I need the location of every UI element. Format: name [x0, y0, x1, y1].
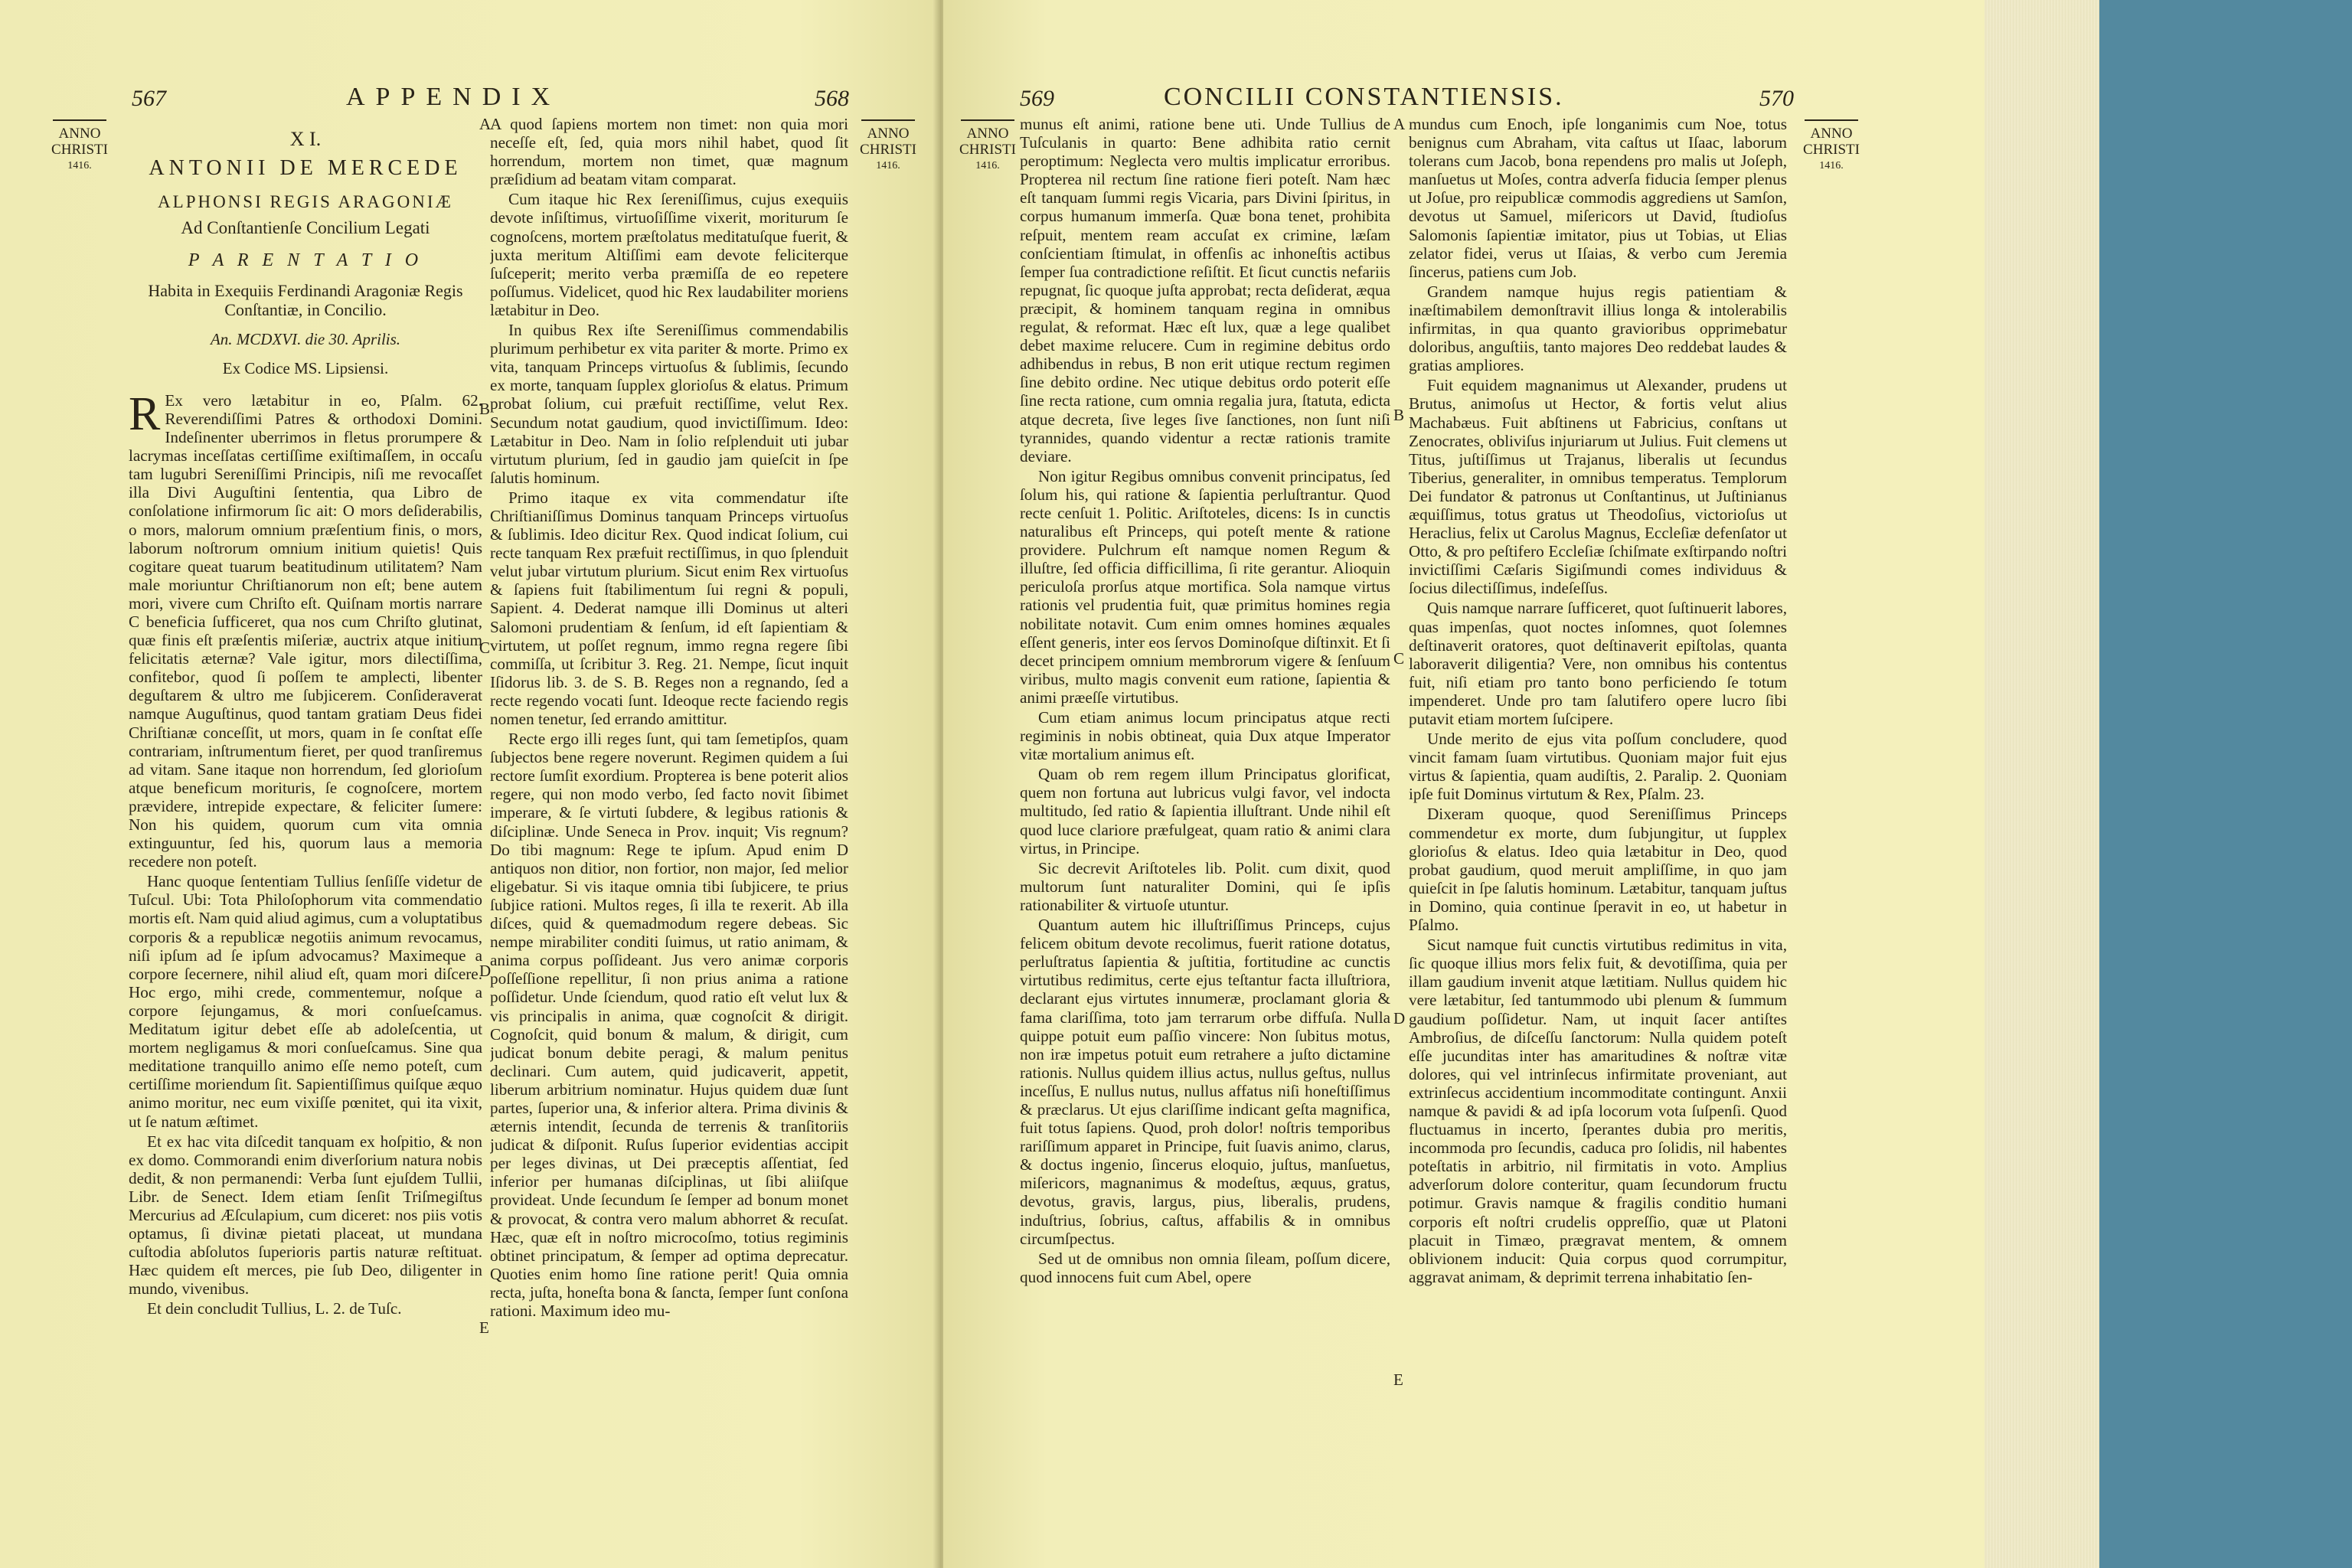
paragraph: Cum etiam animus locum principatus atque recti regiminis in nobis obtineat, quia Dux atque Imperator vitæ mortalium animus eſt. — [1020, 708, 1390, 764]
section-mark-left-e: E — [479, 1318, 489, 1337]
anno-label: ANNO — [58, 126, 101, 142]
anno-label: ANNO — [1810, 126, 1853, 142]
paragraph: Cum itaque hic Rex ſereniſſimus, cujus exequiis devote inſiſtimus, virtuoſiſſime vixerit, moriturum ſe cognoſcens, mortem præſtolatus meditatuſque fuerit, & juxta meritum Altiſſimi eam devote feliciterque ſuſceperit; merito verba præmiſſa de eo repetere poſſumus. Videlicet, quod hic Rex laudabiliter moriens lætabitur in Deo. — [490, 190, 848, 319]
author-heading: ANTONII DE MERCEDE — [149, 156, 462, 181]
subtitle-legate: Ad Conſtantienſe Concilium Legati — [181, 218, 430, 238]
paragraph: Quam ob rem regem illum Principatus glorificat, quem non fortuna aut lubricus vulgi favor, vel indocta multitudo, ſed ratio & ſapientia illuſtrant. Unde nihil eſt quod luce clariore præfulgeat, quam ratio & animi clara virtus, in Principe. — [1020, 765, 1390, 858]
page-number-right-inner: 569 — [1020, 86, 1054, 111]
section-mark-a: A — [1393, 115, 1406, 133]
christi-label: CHRISTI — [860, 142, 916, 158]
paragraph: Sicut namque fuit cunctis virtutibus redimitus in vita, ſic quoque illius mors felix fuit, & devotiſſima, quia per illam gaudium invenit atque lætitiam. Nullus quidem hic vere lætabitur, ſed tantummodo ubi plenum & ſummum gaudium poſſidetur. Nam, ut inquit ſacer antiſtes Ambroſius, de diſceſſu ſanctorum: Nulla quidem poteſt eſſe jucunditas inter has amaritudines & noſtræ vitæ dolores, qui vel intrinſecus infirmitate proveniant, aut extrinſecus accidentium incommoditate contingunt. Anxii namque & pavidi & ad ipſa locorum vota ſuſpenſi. Quod fluctuamus in incerto, ſperantes dubia pro meritis, incommoda pro ſecundis, caduca pro ſolidis, nil habentes poteſtatis in arbitrio, nil firmitatis in voto. Amplius adverſorum dolore conteritur, quam ſecundorum fructu potimur. Gravis namque & fragilis conditio humani corporis eſt noſtri crudelis oppreſſio, quæ ut Platoni placuit in Timæo, prægravat mentem, & omnem oblivionem inducit: Quia corpus quod corrumpitur, aggravat animam, & deprimit terrena inhabitatio ſen- — [1409, 936, 1787, 1286]
paragraph: Sed ut de omnibus non omnia ſileam, poſſum dicere, quod innocens fuit cum Abel, opere — [1020, 1249, 1390, 1286]
paragraph: Dixeram quoque, quod Sereniſſimus Princeps commendetur ex morte, dum ſubjungitur, ut ſupplex glorioſus & elatus. Ideo quia lætabitur in Deo, quod probat gaudium, quod meruit ampliſſime, in quo jam quieſcit in ſpe ſalutis hominum. Lætabitur, tanquam juſtus in Domino, quia continue ſperavit in eo, ut habetur in Pſalmo. — [1409, 805, 1787, 935]
section-mark-left-d: D — [479, 962, 492, 980]
anno-label: ANNO — [966, 126, 1009, 142]
drop-cap: R — [129, 387, 161, 440]
date-heading: An. MCDXVI. die 30. Aprilis. — [210, 329, 401, 348]
right-page — [943, 0, 1984, 1568]
source-heading: Ex Codice MS. Lipsiensi. — [222, 358, 389, 377]
paragraph: Grandem namque hujus regis patientiam & inæſtimabilem demonſtravit illius longa & intolerabilis infirmitas, in qua quanto gravioribus opprimebatur doloribus, anguſtiis, tanto majores Deo reddebat laudes & gratias ampliores. — [1409, 282, 1787, 375]
margin-note-anno-right-outer — [1795, 119, 1868, 174]
paragraph: A quod ſapiens mortem non timet: non quia mori neceſſe eſt, ſed, quia mors nihil habet, quod ſit horrendum, mortem non timet, quæ magnum præſidium ad beatam vitam comparat. — [490, 115, 848, 189]
text-column-c — [1020, 115, 1390, 1547]
paragraph: munus eſt animi, ratione bene uti. Unde Tullius de Tuſculanis in quarto: Bene adhibita ratio cernit peroptimum: Neglecta vero multis implicatur erroribus. Propterea nil rectum ſine ratione fieri poteſt. Nam hæc eſt tanquam ſummi regis Vicaria, pars Divini ſpiritus, in corpus humanum immerſa. Quæ bona tenet, prohibita reſpuit, mentem ream accuſat ex crimine, læſam conſcientiam ſtimulat, in offenſis ac inhoneſtis actibus ſemper ſua contradictione reſiſtit. Et ſicut cunctis nefariis repugnat, ſic quoque juſta approbat; recta deſiderat, æqua præcipit, & hominem tanquam regina in omnibus regulat, & reformat. Hæc eſt lux, quæ a lege qualibet debet maxime relucere. Cum in regimine debitus ordo adhibendus in rebus, B non erit utique rectum regimen ſine debito ordine. Nec utique debitus ordo poterit eſſe ſine recta ratione, cum omnia regalia jura, ſtatuta, edicta atque decreta, ſive leges ſive ſanctiones, non ſunt niſi tyrannides, quando videntur a rectæ rationis tramite deviare. — [1020, 115, 1390, 466]
paragraph: Non igitur Regibus omnibus convenit principatus, ſed ſolum his, qui ratione & ſapientia perluſtrantur. Quod recte cenſuit 1. Politic. Ariſtoteles, dicens: Is in cunctis naturalibus eſt Princeps, qui poteſt mente & ratione providere. Pulchrum eſt namque nomen Regum & illuſtre, ſed officia difficillima, ſi rite gerantur. Alioquin periculoſa prorſus atque mortifica. Sola namque virtus rationis vel prudentia fuit, quæ primitus homines regia nobilitate notavit. Cum enim omnes homines æquales eſſent generis, inter eos ſervos Dominoſque diſtinxit. Et ſi decet principem omnium membrorum vigere & ſenſuum viribus, multo magis convenit eum ratione, ſapientia & animi præeſſe virtutibus. — [1020, 466, 1390, 707]
year-label: 1416. — [975, 160, 1000, 172]
christi-label: CHRISTI — [51, 142, 108, 158]
margin-note-anno-left — [43, 119, 116, 174]
anno-label: ANNO — [867, 126, 910, 142]
paragraph: Et ex hac vita diſcedit tanquam ex hoſpitio, & non ex domo. Commorandi enim diverſorium natura nobis dedit, & non permanendi: Verba ſunt ejuſdem Tullii, Libr. de Senect. Idem etiam ſenſit Triſmegiſtus Mercurius ad Æſculapium, cum diceret: nos piis votis optamus, ſi divinæ pietati placeat, ut mundana cuſtodia abſolutos ſuperioris partis naturæ reſtituat. Hæc quidem eſt merces, pie ſub Deo, diligenter in mundo, vivenibus. — [129, 1132, 482, 1298]
year-label: 1416. — [1819, 160, 1844, 172]
section-mark-b: B — [1393, 406, 1405, 424]
paragraph: Quis namque narrare ſufficeret, quot ſuſtinuerit labores, quas impenſas, quot noctes inſomnes, quot ſolemnes deſtinaverit oratores, quot deſtinaverit epiſtolas, quanta laboraverit diligentia? Vere, non omnibus his contentus fuit, niſi etiam pro tanto bono perficiendo ſe totum impenderet. Unde pro tam ſalutifero opere lucro ſibi putavit etiam mortem ſuſcipere. — [1409, 599, 1787, 728]
page-number-left-outer: 567 — [132, 86, 166, 111]
margin-note-anno-left-inner — [851, 119, 925, 174]
background-surface — [2099, 0, 2352, 1568]
paragraph: Recte ergo illi reges ſunt, qui tam ſemetipſos, quam ſubjectos bene regere noverunt. Regimen quidem a ſui rectore ſumſit exordium. Propterea is bene poterit alios regere, qui non modo verbo, ſed facto novit ſibimet imperare, & ſe virtuti ſubdere, & legibus rationis & diſciplinæ. Unde Seneca in Prov. inquit; Vis regnum? Do tibi magnum: Rege te ipſum. Apud enim D antiquos non ditior, non fortior, non major, ſed melior eligebatur. Si vis itaque omnia tibi ſubjicere, te prius ſubjice rationi. Multos reges, ſi illa te rexerit. Ab illa diſces, quid & quemadmodum regere debeas. Sic nempe mirabiliter conditi ſuimus, ut ratio animam, & anima corpus poſſideant. Jus vero animæ corporis poſſeſſione repellitur, ſi non prius anima a ratione poſſidetur. Unde ſciendum, quod ratio eſt velut lux & vis principalis in anima, quæ cognoſcit & dirigit. Cognoſcit, quid bonum & malum, & dirigit, cum judicat bonum debite peragi, & malum penitus declinari. Cum autem, quid judicaverit, appetit, liberum arbitrium nominatur. Hujus quidem duæ ſunt partes, ſuperior una, & inferior altera. Prima divinis & æternis intendit, ſecunda de terrenis & tranſitoriis judicat & diſponit. Ruſus ſuperior evidentias accipit per leges divinas, ut Dei præceptis aſſentiat, ſed inferior per humanas diſciplinas, ut ſibi aliiſque provideat. Unde ſecundum ſe ſemper ad bonum monet & provocat, & contra vero malum abhorret & recuſat. Hæc, quæ eſt in noſtro microcoſmo, totius regiminis obtinet principatum, & ſemper ad optima deprecatur. Quoties enim homo ſine ratione perit! Quia omnia recta, juſta, honeſta bona & ſancta, ſemper ſunt conſona rationi. Maximum ideo mu- — [490, 730, 848, 1320]
text-column-d — [1409, 115, 1787, 1547]
paragraph: In quibus Rex iſte Sereniſſimus commendabilis plurimum perhibetur ex vita pariter & morte. Primo ex vita, tanquam Princeps virtuoſus & ſublimis, ſecundo ex morte, tanquam ſupplex glorioſus & elatus. Primum probat ſolium, cui præfuit rectiſſime, velut Rex. Secundum notat gaudium, quod invictiſſimum. Ideo: Lætabitur in Deo. Nam in ſolio reſplenduit uti jubar virtutum plurium, ſed in gaudio jam quieſcit in ſpe ſalutis hominum. — [490, 321, 848, 487]
genre-heading: P A R E N T A T I O — [188, 250, 423, 271]
text-column-a — [129, 130, 482, 1547]
section-number: X I. — [289, 130, 322, 150]
paragraph-text: Ex vero lætabitur in eo, Pſalm. 62. Reverendiſſimi Patres & orthodoxi Domini. Indeſinenter uberrimos in fletus prorumpere & lacrymas inceſſatas certiſſime exiſtimaſſem, in occaſu tam lugubri Sereniſſimi Principis, niſi me revocaſſet illa Divi Auguſtini ſententia, qua Libro de conſolatione infirmorum ſic ait: O mors deſiderabilis, o mors, malorum omnium præſentium finis, o mors, laborum noſtrorum omnium initium quietis! Quis cogitare queat tuarum beatitudinum utilitatem? Nam male moriuntur Chriſtianorum non eſt; bene autem mori, vivere cum Chriſto eſt. Quiſnam mortis narrare C beneficia ſufficeret, qua nos cum Chriſto glutinat, quæ finis eſt præſentis miſeriæ, auctrix atque initium felicitatis æternæ? Vale igitur, mors dilectiſſima, confiteboɾ, quod ſi poſſem te amplecti, libenter deguſtarem & ultro me ſubjicerem. Conſideraverat namque Auguſtinus, quod tantam gratiam Deus fidei Chriſtianæ conceſſit, ut mors, quam in ſe conſtat eſſe contrariam, inſtrumentum fieret, per quod tranſiremus ad vitam. Sane itaque non horrendum, ſed glorioſum atque beneficum morituris, ſe cognoſcere, mortem prævidere, intrepide expectare, & feliciter ſumere: Non his quidem, quorum cum vita omnia extinguuntur, ſed his, quorum laus a memoria recedere non poteſt. — [129, 390, 482, 871]
section-mark-left-a: A — [479, 115, 492, 133]
paragraph: Et dein concludit Tullius, L. 2. de Tuſc. — [147, 1299, 402, 1318]
section-mark-left-c: C — [479, 639, 491, 657]
section-mark-left-b: B — [479, 400, 491, 418]
paragraph: Unde merito de ejus vita poſſum concludere, quod vincit famam ſuam virtutibus. Quoniam major fuit ejus virtus & ſapientia, quam audiſtis, 2. Paralip. 2. Quoniam ipſe fuit Dominus virtutum & Rex, Pſalm. 23. — [1409, 730, 1787, 804]
left-page — [0, 0, 939, 1568]
section-mark-d: D — [1393, 1009, 1406, 1027]
year-label: 1416. — [876, 160, 900, 172]
page-edges — [1984, 0, 2102, 1568]
margin-note-anno-right-inner — [951, 119, 1024, 174]
paragraph: mundus cum Enoch, ipſe longanimis cum Noe, totus benignus cum Abraham, vita caſtus ut Iſaac, laborum tolerans cum Jacob, bona rependens pro malis ut Joſeph, manſuetus ut Moſes, contra adverſa fiducia ſemper plenus ut Joſue, pro reipublicæ commodis aggrediens ut Samſon, devotus ut Samuel, miſericors ut David, ſtudioſus Salomonis ſapientiæ imitator, pius ut Tobias, ut Elias zelator fidei, verus ut Iſaias, & verbo cum Jeremia ſincerus, patiens cum Job. — [1409, 115, 1787, 281]
year-label: 1416. — [67, 160, 92, 172]
text-column-b — [490, 115, 848, 1547]
page-number-right-outer: 570 — [1759, 86, 1794, 111]
paragraph: Quantum autem hic illuſtriſſimus Princeps, cujus felicem obitum devote recolimus, fuerit ratione dotatus, perluſtratus ſapientia & juſtitia, fortitudine ac cunctis virtutibus redimitus, certe ejus teſtantur facta illuſtriora, declarant ejus virtutes innumeræ, proclamant gloria & fama clariſſima, toto jam terrarum orbe diffuſa. Nulla quippe potuit eum paſſio vincere: Non ſubitus motus, non iræ impetus potuit eum retrahere a juſto dictamine rationis. Nullus quidem illius actus, nullus geſtus, nullus inceſſus, E nullus nutus, nullus affatus niſi honeſtiſſimus & præclarus. Ut ejus clariſſime indicant geſta magnifica, fuit totus ſapiens. Quod, proh dolor! noſtris temporibus rariſſimum apparet in Principe, fuit ſuavis animo, clarus, & doctus ingenio, ſincerus eloquio, juſtus, manſuetus, miſericors, magnanimus & modeſtus, æquus, gratus, devotus, gravis, largus, pius, liberalis, prudens, induſtrius, ſobrius, caſtus, affabilis & in omnibus circumſpectus. — [1020, 916, 1390, 1248]
paragraph: Primo itaque ex vita commendatur iſte Chriſtianiſſimus Dominus tanquam Princeps virtuoſus & ſublimis. Ideo dicitur Rex. Quod indicat ſolium, cui recte tanquam Rex præfuit rectiſſimus, in quo ſplenduit velut jubar virtutum plurium. Sicut enim Rex virtuoſus & ſapiens fuit ſtabilimentum ſui regni & populi, Sapient. 4. Dederat namque illi Dominus ut alteri Salomoni prudentiam & ſenſum, id eſt ſapientiam & virtutem, ut poſſet regnum, immo regna regere ſibi commiſſa, ut ſcribitur 3. Reg. 21. Nempe, ſicut inquit Iſidorus lib. 3. de S. B. Reges non a regnando, ſed a recte regendo vocati ſunt. Ideoque recte faciendo regis nomen tenetur, ſed errando amittitur. — [490, 488, 848, 728]
title-block — [129, 130, 482, 377]
section-mark-c: C — [1393, 649, 1405, 668]
paragraph — [129, 387, 482, 871]
christi-label: CHRISTI — [959, 142, 1016, 158]
paragraph: Hanc quoque ſententiam Tullius ſenſiſſe videtur de Tuſcul. Ubi: Tota Philoſophorum vita commendatio mortis eſt. Nam quid aliud agimus, cum a voluptatibus corporis & a republicæ negotiis animum revocamus, niſi ipſum ad ſe ipſum advocamus? Maximeque a corpore ſecernere, nihil aliud eſt, quam mori diſcere. Hoc ergo, mihi crede, commentemur, noſque a corpore ſejungamus, & mori conſueſcamus. Meditatum igitur debet eſſe ab adoleſcentia, ut mortem negligamus & mori conſueſcamus. Sine qua meditatione tranquillo animo eſſe nemo poteſt, cum certiſſime moriendum ſit. Sapientiſſimus quiſque æquo animo moritur, nec eum vixiſſe pœnitet, qui ita vixit, ut ſe natum æſtimet. — [129, 872, 482, 1131]
running-head-right: CONCILII CONSTANTIENSIS. — [1164, 83, 1564, 111]
christi-label: CHRISTI — [1803, 142, 1860, 158]
section-mark-e: E — [1393, 1370, 1403, 1389]
page-number-left-inner: 568 — [815, 86, 849, 111]
paragraph: Fuit equidem magnanimus ut Alexander, prudens ut Brutus, animoſus ut Hector, & fortis velut alius Machabæus. Fuit abſtinens ut Fabricius, conſtans ut Zenocrates, obliviſus injuriarum ut Julius. Fuit clemens ut Titus, juſtiſſimus ut Trajanus, liberalis ut ſecundus Tiberius, generaliter, in omnibus temperatus. Templorum Dei fundator & patronus ut Conſtantinus, ut Juſtinianus æquiſſimus, totus gratus ut Theodoſius, victorioſus ut Heraclius, felix ut Carolus Magnus, Eccleſiæ defenſator ut Otto, & pro peſtifero Eccleſiæ ſchiſmate exſtirpando noſtri invictiſſimi Cæſaris Sigiſmundi comes individuus & ſocius dilectiſſimus, indeſeſſus. — [1409, 376, 1787, 598]
subtitle-king: ALPHONSI REGIS ARAGONIÆ — [158, 192, 453, 212]
occasion-heading: Habita in Exequiis Ferdinandi Aragoniæ Regis Conſtantiæ, in Concilio. — [148, 281, 463, 319]
paragraph: Sic decrevit Ariſtoteles lib. Polit. cum dixit, quod multorum ſunt naturaliter Domini, qui ſe ipſis rationabiliter & virtuoſe utuntur. — [1020, 858, 1390, 914]
running-head-left: APPENDIX — [346, 83, 561, 111]
